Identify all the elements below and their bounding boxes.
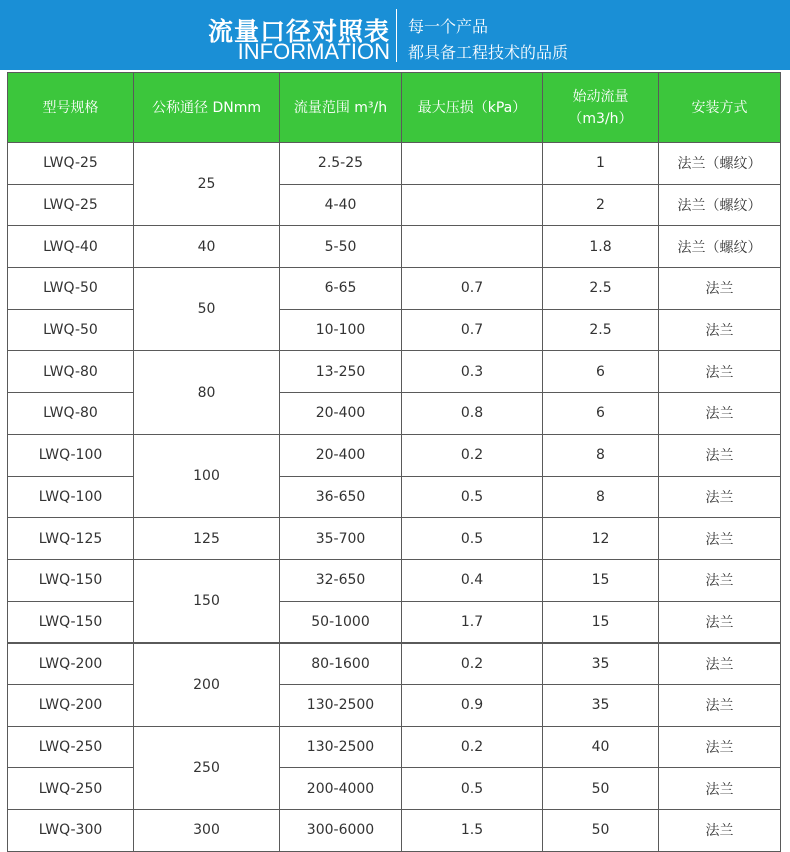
table-row	[8, 726, 781, 768]
cell-start: 40	[543, 726, 659, 768]
cell-model: LWQ-100	[8, 434, 134, 476]
cell-range: 50-1000	[280, 601, 402, 643]
cell-mount: 法兰	[659, 601, 781, 643]
cell-range: 13-250	[280, 351, 402, 393]
banner-slogan-line2: 都具备工程技术的品质	[408, 43, 569, 62]
header-model: 型号规格	[8, 73, 134, 143]
cell-mount: 法兰	[659, 518, 781, 560]
cell-mount: 法兰	[659, 810, 781, 852]
cell-mount: 法兰（螺纹）	[659, 184, 781, 226]
table-row	[8, 768, 781, 810]
cell-loss: 0.3	[402, 351, 543, 393]
cell-model: LWQ-200	[8, 684, 134, 726]
table-row	[8, 351, 781, 393]
cell-start: 6	[543, 351, 659, 393]
cell-range: 10-100	[280, 309, 402, 351]
cell-mount: 法兰	[659, 684, 781, 726]
cell-start: 8	[543, 476, 659, 518]
cell-loss	[402, 226, 543, 268]
cell-start: 15	[543, 559, 659, 601]
header-start-flow-label: 始动流量	[572, 88, 629, 105]
cell-mount: 法兰	[659, 309, 781, 351]
cell-loss: 0.2	[402, 726, 543, 768]
table-row	[8, 268, 781, 310]
cell-range: 200-4000	[280, 768, 402, 810]
cell-range: 2.5-25	[280, 143, 402, 185]
cell-dn: 50	[134, 268, 280, 351]
cell-start: 2.5	[543, 268, 659, 310]
cell-dn: 300	[134, 810, 280, 852]
cell-loss: 0.7	[402, 309, 543, 351]
cell-model: LWQ-125	[8, 518, 134, 560]
cell-loss: 0.5	[402, 518, 543, 560]
cell-mount: 法兰	[659, 643, 781, 685]
cell-start: 6	[543, 393, 659, 435]
cell-mount: 法兰	[659, 268, 781, 310]
table-row	[8, 684, 781, 726]
header-flow-range: 流量范围 m³/h	[280, 73, 402, 143]
cell-dn: 125	[134, 518, 280, 560]
cell-range: 20-400	[280, 393, 402, 435]
cell-mount: 法兰	[659, 726, 781, 768]
cell-start: 8	[543, 434, 659, 476]
cell-start: 1	[543, 143, 659, 185]
cell-mount: 法兰	[659, 351, 781, 393]
cell-start: 35	[543, 684, 659, 726]
table-row	[8, 810, 781, 852]
table-header-row	[8, 73, 781, 143]
cell-range: 36-650	[280, 476, 402, 518]
header-dn: 公称通径 DNmm	[134, 73, 280, 143]
cell-start: 35	[543, 643, 659, 685]
cell-model: LWQ-50	[8, 309, 134, 351]
cell-dn: 80	[134, 351, 280, 434]
cell-model: LWQ-200	[8, 643, 134, 685]
table-row	[8, 559, 781, 601]
cell-start: 2	[543, 184, 659, 226]
cell-loss: 1.5	[402, 810, 543, 852]
cell-dn: 100	[134, 434, 280, 517]
cell-model: LWQ-300	[8, 810, 134, 852]
cell-range: 6-65	[280, 268, 402, 310]
cell-mount: 法兰（螺纹）	[659, 143, 781, 185]
table-row	[8, 643, 781, 685]
cell-loss: 0.5	[402, 768, 543, 810]
cell-model: LWQ-250	[8, 726, 134, 768]
banner-subtitle: INFORMATION	[237, 39, 390, 64]
table-row	[8, 393, 781, 435]
cell-loss	[402, 184, 543, 226]
cell-start: 1.8	[543, 226, 659, 268]
cell-mount: 法兰	[659, 393, 781, 435]
cell-model: LWQ-25	[8, 143, 134, 185]
banner-slogan-line1: 每一个产品	[408, 17, 489, 36]
cell-dn: 200	[134, 643, 280, 726]
banner-divider	[396, 9, 397, 62]
flow-caliber-table	[7, 72, 781, 852]
cell-range: 130-2500	[280, 726, 402, 768]
cell-dn: 25	[134, 143, 280, 226]
cell-loss: 0.8	[402, 393, 543, 435]
cell-range: 80-1600	[280, 643, 402, 685]
cell-loss	[402, 143, 543, 185]
cell-loss: 1.7	[402, 601, 543, 643]
cell-mount: 法兰	[659, 476, 781, 518]
cell-model: LWQ-250	[8, 768, 134, 810]
cell-loss: 0.4	[402, 559, 543, 601]
cell-range: 35-700	[280, 518, 402, 560]
cell-range: 300-6000	[280, 810, 402, 852]
cell-model: LWQ-80	[8, 351, 134, 393]
cell-model: LWQ-50	[8, 268, 134, 310]
cell-loss: 0.5	[402, 476, 543, 518]
cell-mount: 法兰	[659, 768, 781, 810]
table-row	[8, 226, 781, 268]
cell-mount: 法兰（螺纹）	[659, 226, 781, 268]
table-row	[8, 601, 781, 643]
table-row	[8, 476, 781, 518]
cell-loss: 0.2	[402, 643, 543, 685]
cell-dn: 150	[134, 559, 280, 642]
table-row	[8, 518, 781, 560]
cell-model: LWQ-150	[8, 601, 134, 643]
table-row	[8, 434, 781, 476]
table-row	[8, 143, 781, 185]
cell-model: LWQ-150	[8, 559, 134, 601]
cell-mount: 法兰	[659, 434, 781, 476]
cell-model: LWQ-25	[8, 184, 134, 226]
cell-dn: 40	[134, 226, 280, 268]
cell-loss: 0.2	[402, 434, 543, 476]
cell-start: 15	[543, 601, 659, 643]
cell-range: 32-650	[280, 559, 402, 601]
cell-start: 12	[543, 518, 659, 560]
cell-model: LWQ-100	[8, 476, 134, 518]
cell-range: 4-40	[280, 184, 402, 226]
cell-start: 50	[543, 810, 659, 852]
cell-range: 5-50	[280, 226, 402, 268]
cell-loss: 0.7	[402, 268, 543, 310]
header-start-flow-unit: （m3/h）	[568, 110, 633, 127]
header-max-loss: 最大压损（kPa）	[402, 73, 543, 143]
cell-range: 20-400	[280, 434, 402, 476]
cell-range: 130-2500	[280, 684, 402, 726]
header-banner	[0, 0, 790, 70]
cell-start: 50	[543, 768, 659, 810]
cell-model: LWQ-40	[8, 226, 134, 268]
cell-dn: 250	[134, 726, 280, 809]
table-row	[8, 184, 781, 226]
cell-loss: 0.9	[402, 684, 543, 726]
banner-title: 流量口径对照表	[207, 17, 390, 46]
header-mount: 安装方式	[659, 73, 781, 143]
cell-model: LWQ-80	[8, 393, 134, 435]
cell-start: 2.5	[543, 309, 659, 351]
header-start-flow	[543, 73, 659, 143]
table-row	[8, 309, 781, 351]
cell-mount: 法兰	[659, 559, 781, 601]
